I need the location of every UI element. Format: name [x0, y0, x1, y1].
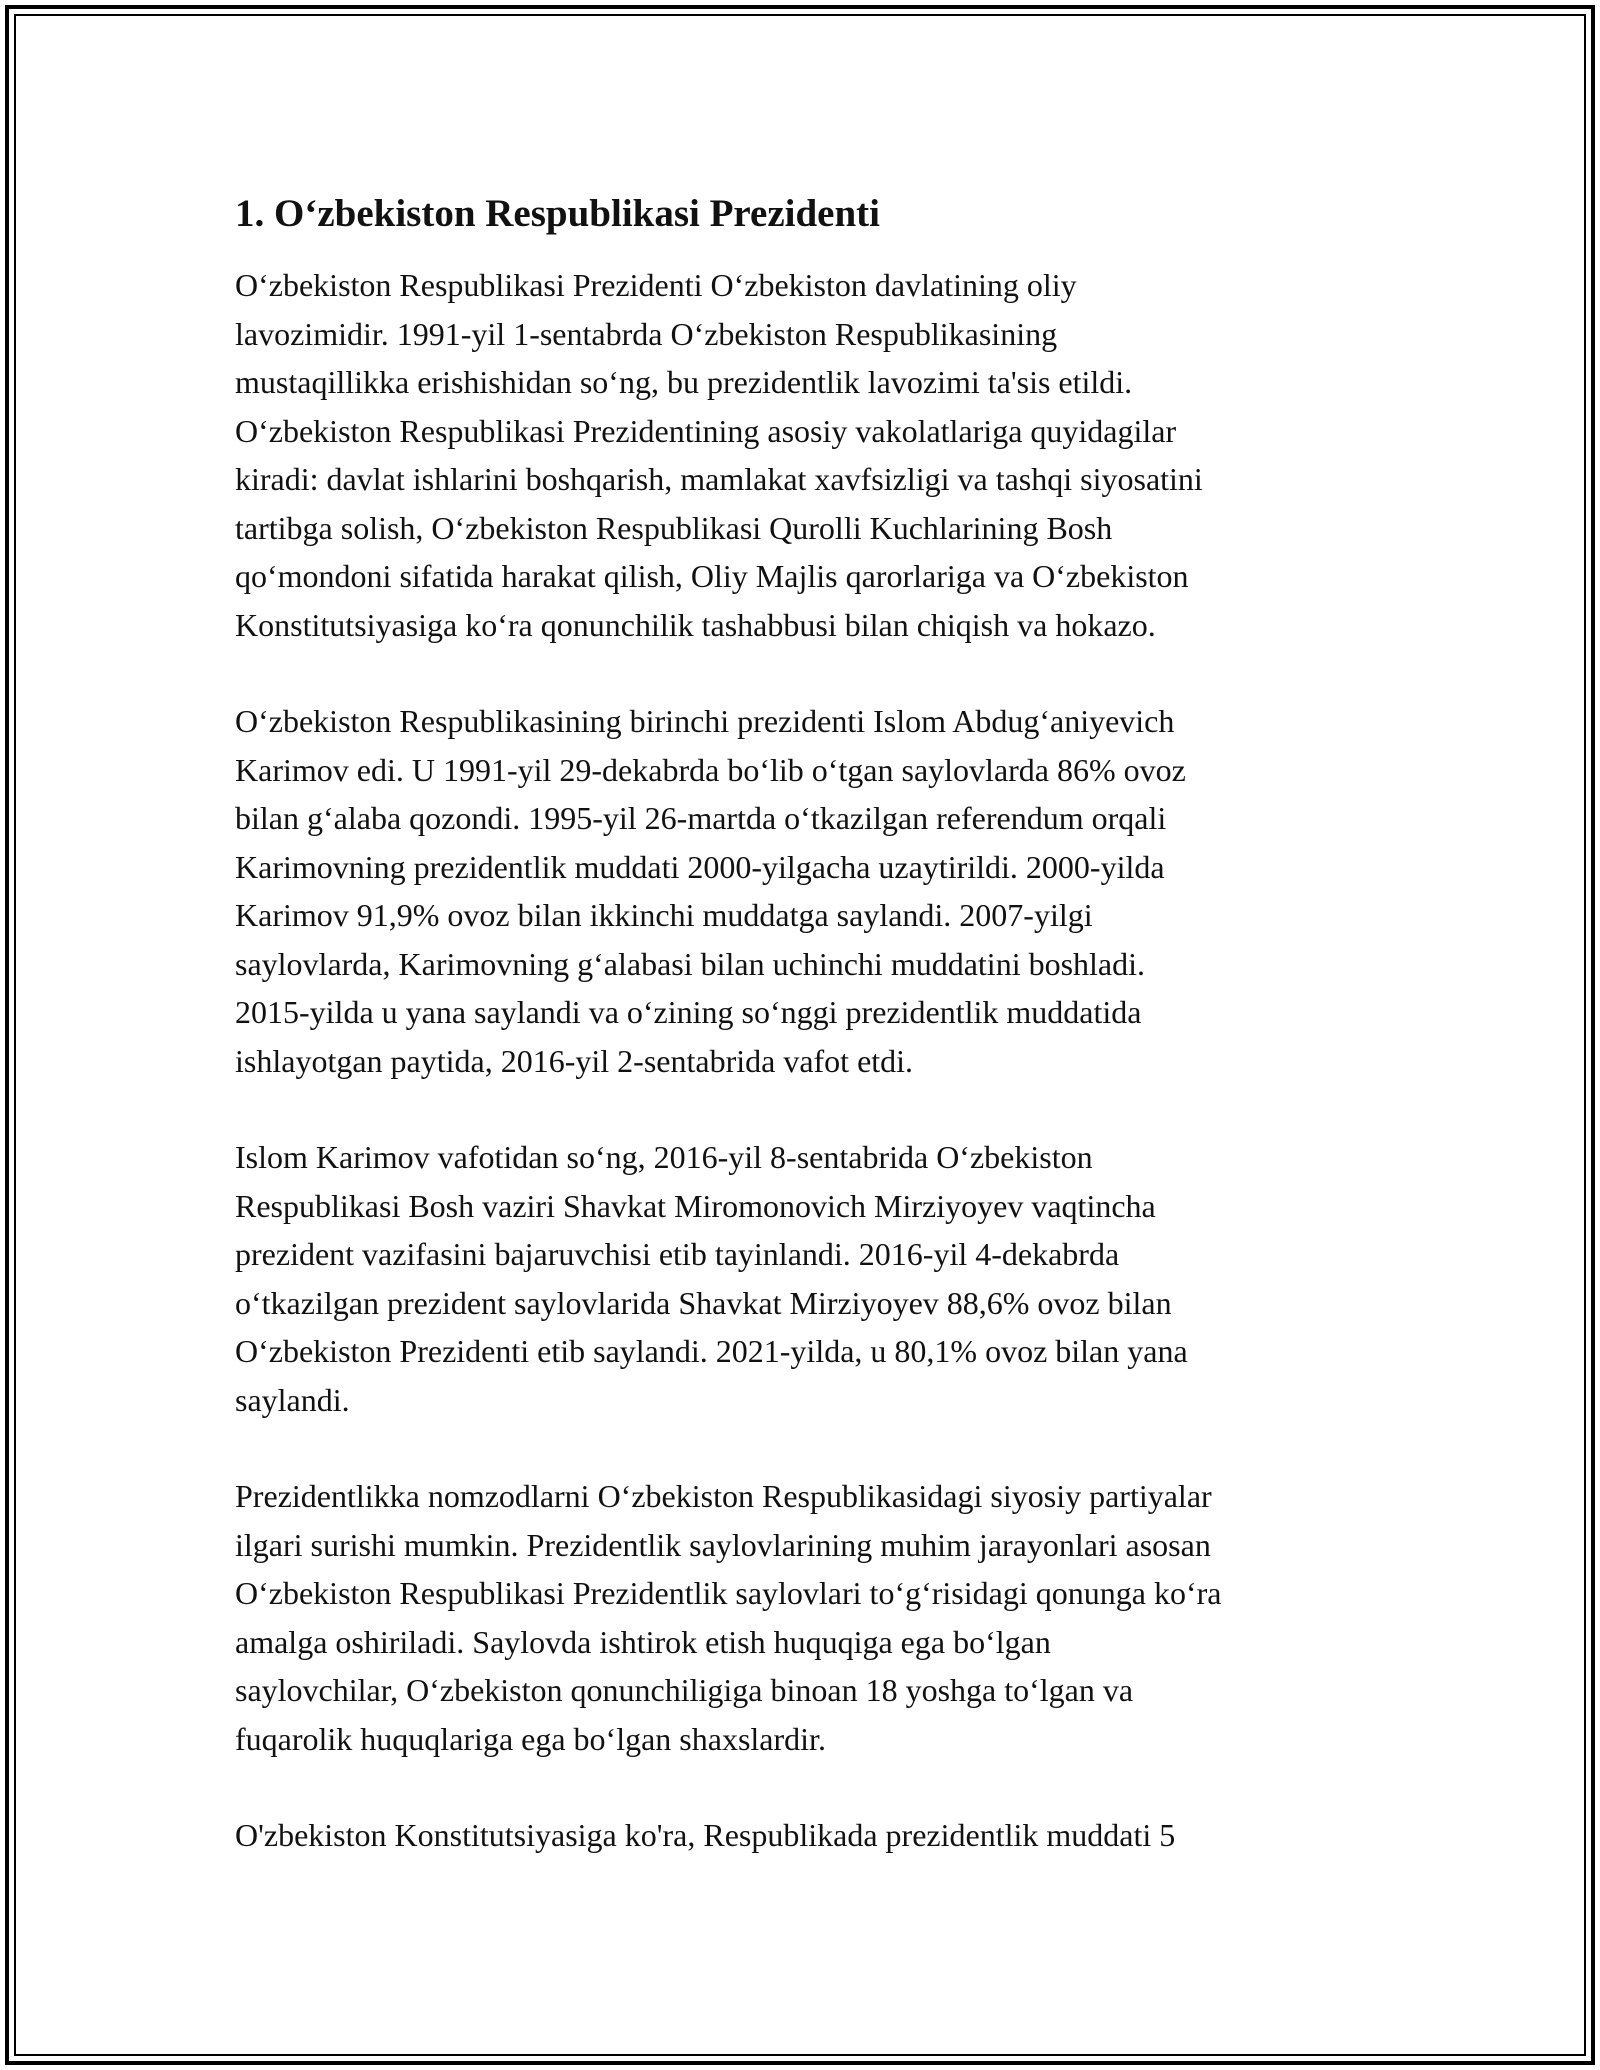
text-line: mustaqillikka erishishidan so‘ng, bu prezidentlik lavozimi ta'sis etildi. — [235, 364, 1133, 400]
text-line: saylovchilar, O‘zbekiston qonunchiligiga binoan 18 yoshga to‘lgan va — [235, 1672, 1134, 1708]
text-line: o‘tkazilgan prezident saylovlarida Shavkat Mirziyoyev 88,6% ovoz bilan — [235, 1284, 1172, 1321]
paragraph-1 — [235, 261, 1375, 649]
text-line: ilgari surishi mumkin. Prezidentlik saylovlarining muhim jarayonlari asosan — [235, 1526, 1211, 1563]
text-line: Karimov edi. U 1991-yil 29-dekabrda bo‘lib o‘tgan saylovlarda 86% ovoz — [235, 751, 1186, 788]
text-line: fuqarolik huquqlariga ega bo‘lgan shaxslardir. — [235, 1720, 826, 1757]
text-line: lavozimidir. 1991-yil 1-sentabrda O‘zbekiston Respublikasining — [235, 315, 1058, 352]
text-line: prezident vazifasini bajaruvchisi etib tayinlandi. 2016-yil 4-dekabrda — [235, 1236, 1120, 1272]
text-line: O‘zbekiston Respublikasining birinchi prezidenti Islom Abdug‘aniyevich — [235, 703, 1175, 739]
text-line: saylovlarda, Karimovning g‘alabasi bilan uchinchi muddatini boshladi. — [235, 945, 1146, 982]
text-line: O‘zbekiston Respublikasi Prezidentining asosiy vakolatlariga quyidagilar — [235, 412, 1177, 449]
paragraph-2 — [235, 697, 1375, 1085]
text-line: Islom Karimov vafotidan so‘ng, 2016-yil 8-sentabrida O‘zbekiston — [235, 1139, 1093, 1175]
text-line: amalga oshiriladi. Saylovda ishtirok etish huquqiga ega bo‘lgan — [235, 1623, 1051, 1660]
text-line: qo‘mondoni sifatida harakat qilish, Oliy Majlis qarorlariga va O‘zbekiston — [235, 558, 1189, 594]
paragraph-4 — [235, 1472, 1375, 1763]
paragraph-3 — [235, 1133, 1375, 1424]
text-line: saylandi. — [235, 1381, 350, 1418]
text-line: Konstitutsiyasiga ko‘ra qonunchilik tashabbusi bilan chiqish va hokazo. — [235, 606, 1156, 643]
text-line: Karimov 91,9% ovoz bilan ikkinchi muddatga saylandi. 2007-yilgi — [235, 897, 1093, 933]
text-line: O‘zbekiston Respublikasi Prezidentlik saylovlari to‘g‘risidagi qonunga ko‘ra — [235, 1575, 1222, 1611]
text-line: tartibga solish, O‘zbekiston Respublikasi Qurolli Kuchlarining Bosh — [235, 509, 1113, 546]
section-heading: 1. O‘zbekiston Respublikasi Prezidenti — [235, 192, 881, 235]
text-line: Karimovning prezidentlik muddati 2000-yilgacha uzaytirildi. 2000-yilda — [235, 848, 1165, 885]
text-line: kiradi: davlat ishlarini boshqarish, mamlakat xavfsizligi va tashqi siyosatini — [235, 461, 1203, 497]
text-line: 2015-yilda u yana saylandi va o‘zining so‘nggi prezidentlik muddatida — [235, 994, 1142, 1030]
paragraph-5 — [235, 1811, 1375, 1860]
text-line: O‘zbekiston Respublikasi Prezidenti O‘zbekiston davlatining oliy — [235, 267, 1077, 303]
text-line: Respublikasi Bosh vaziri Shavkat Miromonovich Mirziyoyev vaqtincha — [235, 1187, 1156, 1224]
text-line: O'zbekiston Konstitutsiyasiga ko'ra, Respublikada prezidentlik muddati 5 — [235, 1817, 1176, 1853]
text-line: ishlayotgan paytida, 2016-yil 2-sentabrida vafot etdi. — [235, 1042, 914, 1079]
text-line: bilan g‘alaba qozondi. 1995-yil 26-martda o‘tkazilgan referendum orqali — [235, 800, 1167, 836]
text-line: Prezidentlikka nomzodlarni O‘zbekiston Respublikasidagi siyosiy partiyalar — [235, 1478, 1212, 1514]
text-line: O‘zbekiston Prezidenti etib saylandi. 2021-yilda, u 80,1% ovoz bilan yana — [235, 1333, 1188, 1369]
document-page — [235, 186, 1375, 1908]
